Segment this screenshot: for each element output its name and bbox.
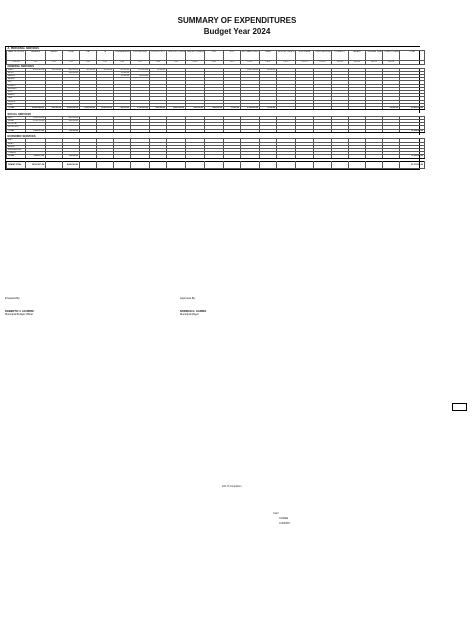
column-header: Clothing Allowance [114,51,131,61]
table-cell: SENIOR [7,100,26,103]
column-header: TOTAL [400,51,425,61]
column-header: ECIP [224,51,241,61]
column-code: PS7 [131,61,150,65]
table-cell [131,162,150,169]
table-cell [80,162,97,169]
table-cell: 71,000.00 [260,106,277,109]
table-cell: 60,000.00 [131,74,150,77]
column-header: PHIC [205,51,224,61]
table-cell: 2,856,000.00 [63,106,80,109]
column-code: PS13 [241,61,260,65]
table-cell: 34,561,471.00 [26,162,46,169]
column-header: LONGEVITY [332,51,349,61]
group-label: GENERAL SERVICES [7,64,425,68]
footer-line-1: Color [273,512,279,515]
table-cell: 90,000.00 [80,68,97,71]
table-cell: 165,360.00 [46,106,63,109]
column-code: PS15-1 [296,61,314,65]
table-cell: OAR [7,97,26,100]
table-cell: 2,058,500.00 [26,116,46,119]
table-cell: TOTAL [7,129,26,132]
table-cell [383,162,400,169]
column-header: TERMINAL LEAVE [366,51,383,61]
approved-by [180,297,206,316]
table-cell: 4,656,000.00 [63,162,80,169]
table-cell: 8,963,016.00 [26,68,46,71]
column-code: PS15-2 [314,61,332,65]
table-cell: 1,082,504.00 [241,68,260,71]
table-cell: MHO [7,116,26,119]
table-cell: POPCOM [7,123,26,126]
report-title: SUMMARY OF EXPENDITURES [177,16,297,25]
table-cell: 2,135,916.00 [131,106,150,109]
table-cell: ORG [7,103,26,106]
table-cell [277,162,296,169]
table-cell: 1,056,000.00 [80,106,97,109]
table-cell [296,162,314,169]
prepared-label: Prepared By: [5,297,21,300]
table-cell: MLC [7,81,26,84]
column-code: PS6 [114,61,131,65]
approved-title: Municipal Mayor [180,313,199,316]
approved-name: NORMAN G. GARINO [180,310,207,313]
prepared-title: Municipal Budget Officer [5,313,34,316]
table-cell: 720,000.00 [63,155,80,158]
table-cell: GRAND TOTAL [7,162,26,169]
table-cell: 595,000.00 [186,106,205,109]
table-cell: 61,101,856.00 [400,162,425,169]
column-code: PS15-6 [383,61,400,65]
table-cell: 12,388,965.00 [400,155,425,158]
table-cell [46,162,63,169]
column-header: PRODUCTIVITY [150,51,167,61]
table-cell: 7,043,072.00 [26,129,46,132]
grand-total-row [7,162,425,169]
table-cell: TOTAL [7,155,26,158]
table-cell: 360,000.00 [63,116,80,119]
footer-line-2: GOWEE [279,517,289,520]
column-header: TA [97,51,114,61]
expenditure-sheet [5,46,424,170]
column-code: PS15 [277,61,296,65]
column-code: PS10 [186,61,205,65]
table-cell: 7,043,072.00 [26,155,46,158]
column-code: PS2 [46,61,63,65]
table-cell: 33,485,508.00 [400,106,425,109]
column-header: MEDICAL CARE & [277,51,296,61]
table-cell: MENRO [7,78,26,81]
table-cell: 2,135,916.00 [241,106,260,109]
prepared-by [5,297,34,316]
table-cell: 360,000.00 [63,68,80,71]
table-body [7,64,425,169]
table-cell: 75,000.00 [150,68,167,71]
column-header: OTHER PS BENE [383,51,400,61]
column-header: HAZARD [349,51,366,61]
column-code: PS15-5 [366,61,383,65]
table-cell: 720,000.00 [63,129,80,132]
column-header: NAME OF OFFICE [7,51,26,61]
table-cell: 33,000.00 [383,106,400,109]
table-cell: MASSO [7,94,26,97]
column-header: WAGES [46,51,63,61]
column-code: PS1 [26,61,46,65]
column-header: SALARIES [26,51,46,61]
table-cell [349,162,366,169]
section-label: A. PERSONAL SERVICES [7,47,425,51]
table-cell: 564,520.00 [205,106,224,109]
footer-note: 224.70 completion [222,485,242,488]
table-cell: ENGINEERING [7,148,26,151]
column-header-row [7,51,425,61]
table-cell: 144,000.00 [63,71,80,74]
prepared-name: ROBERTO U. AGUIRRE [5,310,34,313]
table-cell: MDRRMO [7,87,26,90]
column-header: PAG-IBIG PREMIUMS [186,51,205,61]
table-cell: 595,000.00 [150,106,167,109]
table-cell [205,162,224,169]
table-cell: 74,000.00 [260,68,277,71]
table-cell: 165,360.00 [46,68,63,71]
table-cell: 14,000.00 [114,71,131,74]
group-label: SOCIAL SERVICES [7,113,425,117]
table-cell: MSWDO [7,84,26,87]
footer-line-3: CUMORO [279,522,290,525]
table-cell: 2,800,000.00 [167,106,186,109]
table-cell: MEEO [7,142,26,145]
column-header: LEAVE [260,51,277,61]
column-code: PS3 [63,61,80,65]
expenditure-table [6,47,425,169]
column-header: MID YEAR BONUS [241,51,260,61]
table-cell: MAO [7,139,26,142]
side-box [452,403,467,411]
group-label: ECONOMIC SERVICES [7,135,425,139]
table-cell [314,162,332,169]
table-cell: OTHERS [7,152,26,155]
table-cell [114,162,131,169]
table-cell: 90,000.00 [97,68,114,71]
table-cell [97,162,114,169]
table-cell: MPDO [7,71,26,74]
table-cell: TOTAL [7,106,26,109]
column-header: LIFE & RET INSURA [167,51,186,61]
table-cell: 12,000.00 [114,74,131,77]
table-cell: 3,556,740.00 [26,119,46,122]
table-cell: 651,243.00 [131,68,150,71]
table-cell: MSWD [7,119,26,122]
table-cell: MBPDO [7,74,26,77]
column-header: OVERTIME/NIGHT [314,51,332,61]
column-code: PS11 [205,61,224,65]
column-header: PERA [63,51,80,61]
table-cell [366,162,383,169]
table-cell: 714,000.00 [114,106,131,109]
column-code: PS14 [260,61,277,65]
table-cell: 12,388,965.00 [400,129,425,132]
column-code: PS15-3 [332,61,349,65]
column-code: PS5 [97,61,114,65]
table-cell: NUTRITION [7,126,26,129]
table-cell [224,162,241,169]
table-cell: 90,000.00 [114,68,131,71]
column-code: PS12 [224,61,241,65]
column-code: PS4 [80,61,97,65]
column-code: PS8 [150,61,167,65]
table-cell [241,162,260,169]
approved-label: Approved By: [180,297,196,300]
table-cell [260,162,277,169]
table-cell: 1,056,000.00 [97,106,114,109]
table-cell [186,162,205,169]
table-cell [150,162,167,169]
table-cell: 22,455,464.00 [26,106,46,109]
column-header: Cash Gift Bonus [131,51,150,61]
table-cell: MENRO [7,145,26,148]
column-code: OFFICE [7,61,26,65]
report-subtitle: Budget Year 2024 [203,27,271,36]
table-cell: MTO [7,90,26,93]
table-cell: 72,000.00 [224,106,241,109]
table-cell [167,162,186,169]
table-cell: 240,000.00 [63,119,80,122]
table-cell [332,162,349,169]
column-code: PS15-4 [349,61,366,65]
table-cell: SBMO [7,68,26,71]
column-header: RA [80,51,97,61]
column-code: PS9 [167,61,186,65]
column-header: HONORARIA [296,51,314,61]
